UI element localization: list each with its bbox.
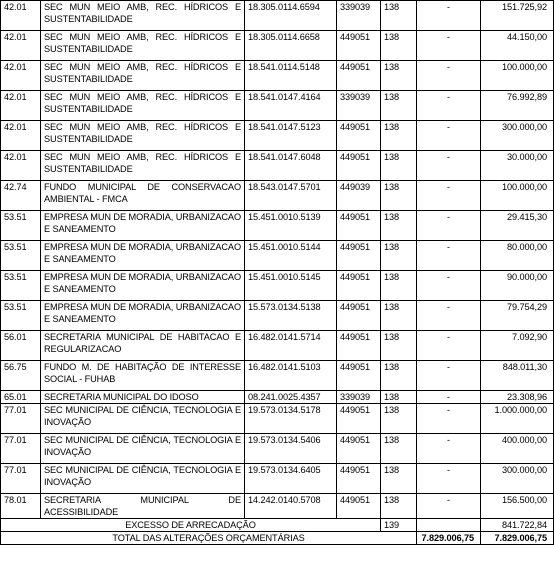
row-source: 138 <box>381 211 417 241</box>
table-row <box>1 31 554 61</box>
row-code: 42.01 <box>1 61 41 91</box>
row-reduction: - <box>417 31 481 61</box>
row-supplement: 44.150,00 <box>481 31 554 61</box>
row-description: SEC MUN MEIO AMB, REC. HÍDRICOS E SUSTENTABILIDADE <box>41 61 245 91</box>
row-code: 53.51 <box>1 271 41 301</box>
row-description: EMPRESA MUN DE MORADIA, URBANIZACAO E SANEAMENTO <box>41 211 245 241</box>
row-nature: 449051 <box>337 434 381 464</box>
table-row <box>1 61 554 91</box>
row-reduction: - <box>417 301 481 331</box>
table-row <box>1 301 554 331</box>
row-reduction: - <box>417 121 481 151</box>
row-description: SECRETARIA MUNICIPAL DE HABITACAO E REGULARIZACAO <box>41 331 245 361</box>
row-source: 138 <box>381 494 417 519</box>
table-row <box>1 1 554 31</box>
row-description: SEC MUN MEIO AMB, REC. HÍDRICOS E SUSTENTABILIDADE <box>41 151 245 181</box>
row-supplement: 156.500,00 <box>481 494 554 519</box>
row-supplement: 29.415,30 <box>481 211 554 241</box>
row-program: 18.541.0147.6048 <box>245 151 337 181</box>
row-program: 15.451.0010.5144 <box>245 241 337 271</box>
table-row <box>1 331 554 361</box>
row-source: 138 <box>381 91 417 121</box>
row-nature: 449051 <box>337 271 381 301</box>
row-description: EMPRESA MUN DE MORADIA, URBANIZACAO E SANEAMENTO <box>41 271 245 301</box>
row-description: SEC MUNICIPAL DE CIÊNCIA, TECNOLOGIA E INOVAÇÃO <box>41 464 245 494</box>
row-program: 08.241.0025.4357 <box>245 391 337 404</box>
table-row <box>1 434 554 464</box>
row-description: SEC MUNICIPAL DE CIÊNCIA, TECNOLOGIA E INOVAÇÃO <box>41 434 245 464</box>
row-code: 77.01 <box>1 464 41 494</box>
table-row <box>1 241 554 271</box>
table-row <box>1 91 554 121</box>
row-source: 138 <box>381 331 417 361</box>
table-row <box>1 404 554 434</box>
row-reduction: - <box>417 331 481 361</box>
row-source: 138 <box>381 151 417 181</box>
row-program: 18.541.0114.5148 <box>245 61 337 91</box>
table-row <box>1 211 554 241</box>
table-row <box>1 151 554 181</box>
row-code: 53.51 <box>1 301 41 331</box>
row-supplement: 23.308,96 <box>481 391 554 404</box>
row-program: 18.305.0114.6594 <box>245 1 337 31</box>
row-description: FUNDO M. DE HABITAÇÃO DE INTERESSE SOCIAL - FUHAB <box>41 361 245 391</box>
excesso-fonte: 139 <box>381 519 417 532</box>
row-supplement: 1.000.000,00 <box>481 404 554 434</box>
row-program: 18.543.0147.5701 <box>245 181 337 211</box>
row-nature: 449051 <box>337 301 381 331</box>
row-reduction: - <box>417 271 481 301</box>
table-row <box>1 391 554 404</box>
row-reduction: - <box>417 211 481 241</box>
row-reduction: - <box>417 1 481 31</box>
row-reduction: - <box>417 181 481 211</box>
row-supplement: 90.000,00 <box>481 271 554 301</box>
row-supplement: 100.000,00 <box>481 61 554 91</box>
row-code: 65.01 <box>1 391 41 404</box>
row-nature: 339039 <box>337 1 381 31</box>
excesso-reducao <box>417 519 481 532</box>
row-program: 14.242.0140.5708 <box>245 494 337 519</box>
row-supplement: 151.725,92 <box>481 1 554 31</box>
row-supplement: 300.000,00 <box>481 121 554 151</box>
row-source: 138 <box>381 121 417 151</box>
row-code: 78.01 <box>1 494 41 519</box>
row-code: 42.01 <box>1 91 41 121</box>
row-reduction: - <box>417 494 481 519</box>
row-code: 42.01 <box>1 1 41 31</box>
row-nature: 449051 <box>337 404 381 434</box>
row-supplement: 79.754,29 <box>481 301 554 331</box>
row-program: 16.482.0141.5714 <box>245 331 337 361</box>
row-nature: 449051 <box>337 494 381 519</box>
row-program: 18.305.0114.6658 <box>245 31 337 61</box>
row-supplement: 848.011,30 <box>481 361 554 391</box>
row-code: 42.01 <box>1 31 41 61</box>
row-source: 138 <box>381 31 417 61</box>
row-nature: 449051 <box>337 151 381 181</box>
row-source: 138 <box>381 434 417 464</box>
row-nature: 449051 <box>337 464 381 494</box>
total-label: TOTAL DAS ALTERAÇÕES ORÇAMENTÁRIAS <box>1 532 417 545</box>
row-code: 56.01 <box>1 331 41 361</box>
total-row <box>1 532 554 545</box>
row-code: 53.51 <box>1 211 41 241</box>
row-nature: 449039 <box>337 181 381 211</box>
row-program: 15.573.0134.5138 <box>245 301 337 331</box>
row-nature: 449051 <box>337 211 381 241</box>
row-nature: 339039 <box>337 391 381 404</box>
row-description: SEC MUN MEIO AMB, REC. HÍDRICOS E SUSTENTABILIDADE <box>41 121 245 151</box>
row-supplement: 7.092,90 <box>481 331 554 361</box>
row-description: SEC MUN MEIO AMB, REC. HÍDRICOS E SUSTENTABILIDADE <box>41 91 245 121</box>
row-program: 15.451.0010.5145 <box>245 271 337 301</box>
row-program: 16.482.0141.5103 <box>245 361 337 391</box>
row-nature: 339039 <box>337 91 381 121</box>
row-description: EMPRESA MUN DE MORADIA, URBANIZACAO E SANEAMENTO <box>41 241 245 271</box>
row-program: 19.573.0134.5178 <box>245 404 337 434</box>
row-description: SEC MUN MEIO AMB, REC. HÍDRICOS E SUSTENTABILIDADE <box>41 31 245 61</box>
row-description: SECRETARIA MUNICIPAL DE ACESSIBILIDADE <box>41 494 245 519</box>
row-code: 77.01 <box>1 434 41 464</box>
table-row <box>1 181 554 211</box>
row-nature: 449051 <box>337 61 381 91</box>
row-program: 19.573.0134.6405 <box>245 464 337 494</box>
total-suplementacao: 7.829.006,75 <box>481 532 554 545</box>
row-code: 42.01 <box>1 121 41 151</box>
row-supplement: 100.000,00 <box>481 181 554 211</box>
row-nature: 449051 <box>337 31 381 61</box>
row-description: EMPRESA MUN DE MORADIA, URBANIZACAO E SANEAMENTO <box>41 301 245 331</box>
row-description: SECRETARIA MUNICIPAL DO IDOSO <box>41 391 245 404</box>
excesso-label: EXCESSO DE ARRECADAÇÃO <box>1 519 381 532</box>
row-program: 18.541.0147.5123 <box>245 121 337 151</box>
row-reduction: - <box>417 61 481 91</box>
row-source: 138 <box>381 391 417 404</box>
row-program: 19.573.0134.5406 <box>245 434 337 464</box>
row-code: 56.75 <box>1 361 41 391</box>
row-nature: 449051 <box>337 331 381 361</box>
table-row <box>1 121 554 151</box>
row-source: 138 <box>381 361 417 391</box>
row-source: 138 <box>381 404 417 434</box>
row-description: FUNDO MUNICIPAL DE CONSERVACAO AMBIENTAL - FMCA <box>41 181 245 211</box>
table-row <box>1 361 554 391</box>
row-program: 15.451.0010.5139 <box>245 211 337 241</box>
row-reduction: - <box>417 241 481 271</box>
row-nature: 449051 <box>337 121 381 151</box>
row-supplement: 80.000,00 <box>481 241 554 271</box>
row-reduction: - <box>417 91 481 121</box>
row-source: 138 <box>381 61 417 91</box>
table-row <box>1 271 554 301</box>
row-source: 138 <box>381 301 417 331</box>
row-source: 138 <box>381 1 417 31</box>
row-code: 77.01 <box>1 404 41 434</box>
row-reduction: - <box>417 391 481 404</box>
row-program: 18.541.0147.4164 <box>245 91 337 121</box>
row-description: SEC MUNICIPAL DE CIÊNCIA, TECNOLOGIA E INOVAÇÃO <box>41 404 245 434</box>
row-reduction: - <box>417 151 481 181</box>
row-source: 138 <box>381 464 417 494</box>
row-supplement: 400.000,00 <box>481 434 554 464</box>
row-code: 42.74 <box>1 181 41 211</box>
row-supplement: 76.992,89 <box>481 91 554 121</box>
row-code: 42.01 <box>1 151 41 181</box>
row-supplement: 300.000,00 <box>481 464 554 494</box>
row-source: 138 <box>381 181 417 211</box>
row-description: SEC MUN MEIO AMB, REC. HÍDRICOS E SUSTENTABILIDADE <box>41 1 245 31</box>
row-supplement: 30.000,00 <box>481 151 554 181</box>
excesso-suplementacao: 841.722,84 <box>481 519 554 532</box>
excesso-row <box>1 519 554 532</box>
table-row <box>1 464 554 494</box>
row-source: 138 <box>381 241 417 271</box>
row-reduction: - <box>417 464 481 494</box>
row-reduction: - <box>417 434 481 464</box>
row-reduction: - <box>417 361 481 391</box>
row-source: 138 <box>381 271 417 301</box>
row-code: 53.51 <box>1 241 41 271</box>
table-row <box>1 494 554 519</box>
row-nature: 449051 <box>337 241 381 271</box>
row-nature: 449051 <box>337 361 381 391</box>
total-reducao: 7.829.006,75 <box>417 532 481 545</box>
row-reduction: - <box>417 404 481 434</box>
